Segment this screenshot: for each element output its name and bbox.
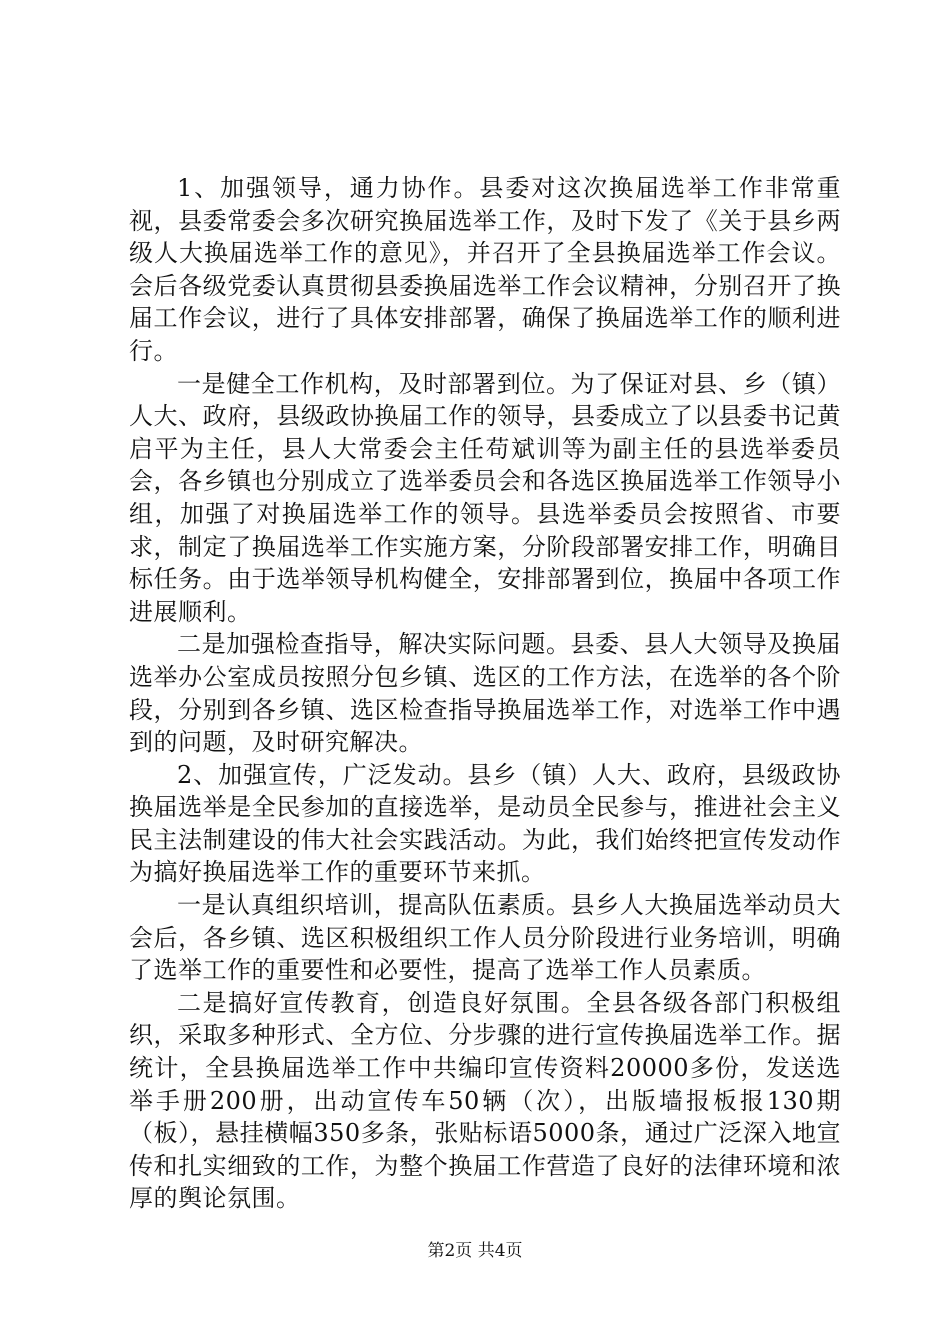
paragraph-training: 一是认真组织培训，提高队伍素质。县乡人大换届选举动员大会后，各乡镇、选区积极组织工作人员分阶段进行业务培训，明确了选举工作的重要性和必要性，提高了选举工作人员素质。 [129, 891, 841, 985]
page-number-footer: 第2页 共4页 [427, 1241, 523, 1261]
paragraph-education: 二是搞好宣传教育，创造良好氛围。全县各级各部门积极组织，采取多种形式、全方位、分步骤的进行宣传换届选举工作。据统计，全县换届选举工作中共编印宣传资料20000多份，发送选举手册200册，出动宣传车50辆（次），出版墙报板报130期（板），悬挂横幅350多条，张贴标语5000条，通过广泛深入地宣传和扎实细致的工作，为整个换届工作营造了良好的法律环境和浓厚的舆论氛围。 [129, 988, 841, 1213]
paragraph-publicity: 2、加强宣传，广泛发动。县乡（镇）人大、政府，县级政协换届选举是全民参加的直接选举，是动员全民参与，推进社会主义民主法制建设的伟大社会实践活动。为此，我们始终把宣传发动作为搞好换届选举工作的重要环节来抓。 [129, 760, 841, 887]
paragraph-leadership: 1、加强领导，通力协作。县委对这次换届选举工作非常重视，县委常委会多次研究换届选举工作，及时下发了《关于县乡两级人大换届选举工作的意见》，并召开了全县换届选举工作会议。会后各级党委认真贯彻县委换届选举工作会议精神，分别召开了换届工作会议，进行了具体安排部署，确保了换届选举工作的顺利进行。 [129, 174, 841, 365]
paragraph-organization: 一是健全工作机构，及时部署到位。为了保证对县、乡（镇）人大、政府，县级政协换届工作的领导，县委成立了以县委书记黄启平为主任，县人大常委会主任苟斌训等为副主任的县选举委员会，各乡镇也分别成立了选举委员会和各选区换届选举工作领导小组，加强了对换届选举工作的领导。县选举委员会按照省、市要求，制定了换届选举工作实施方案，分阶段部署安排工作，明确目标任务。由于选举领导机构健全，安排部署到位，换届中各项工作进展顺利。 [129, 369, 841, 626]
paragraph-inspection: 二是加强检查指导，解决实际问题。县委、县人大领导及换届选举办公室成员按照分包乡镇、选区的工作方法，在选举的各个阶段，分别到各乡镇、选区检查指导换届选举工作，对选举工作中遇到的问题，及时研究解决。 [129, 630, 841, 757]
document-body [129, 172, 841, 1215]
